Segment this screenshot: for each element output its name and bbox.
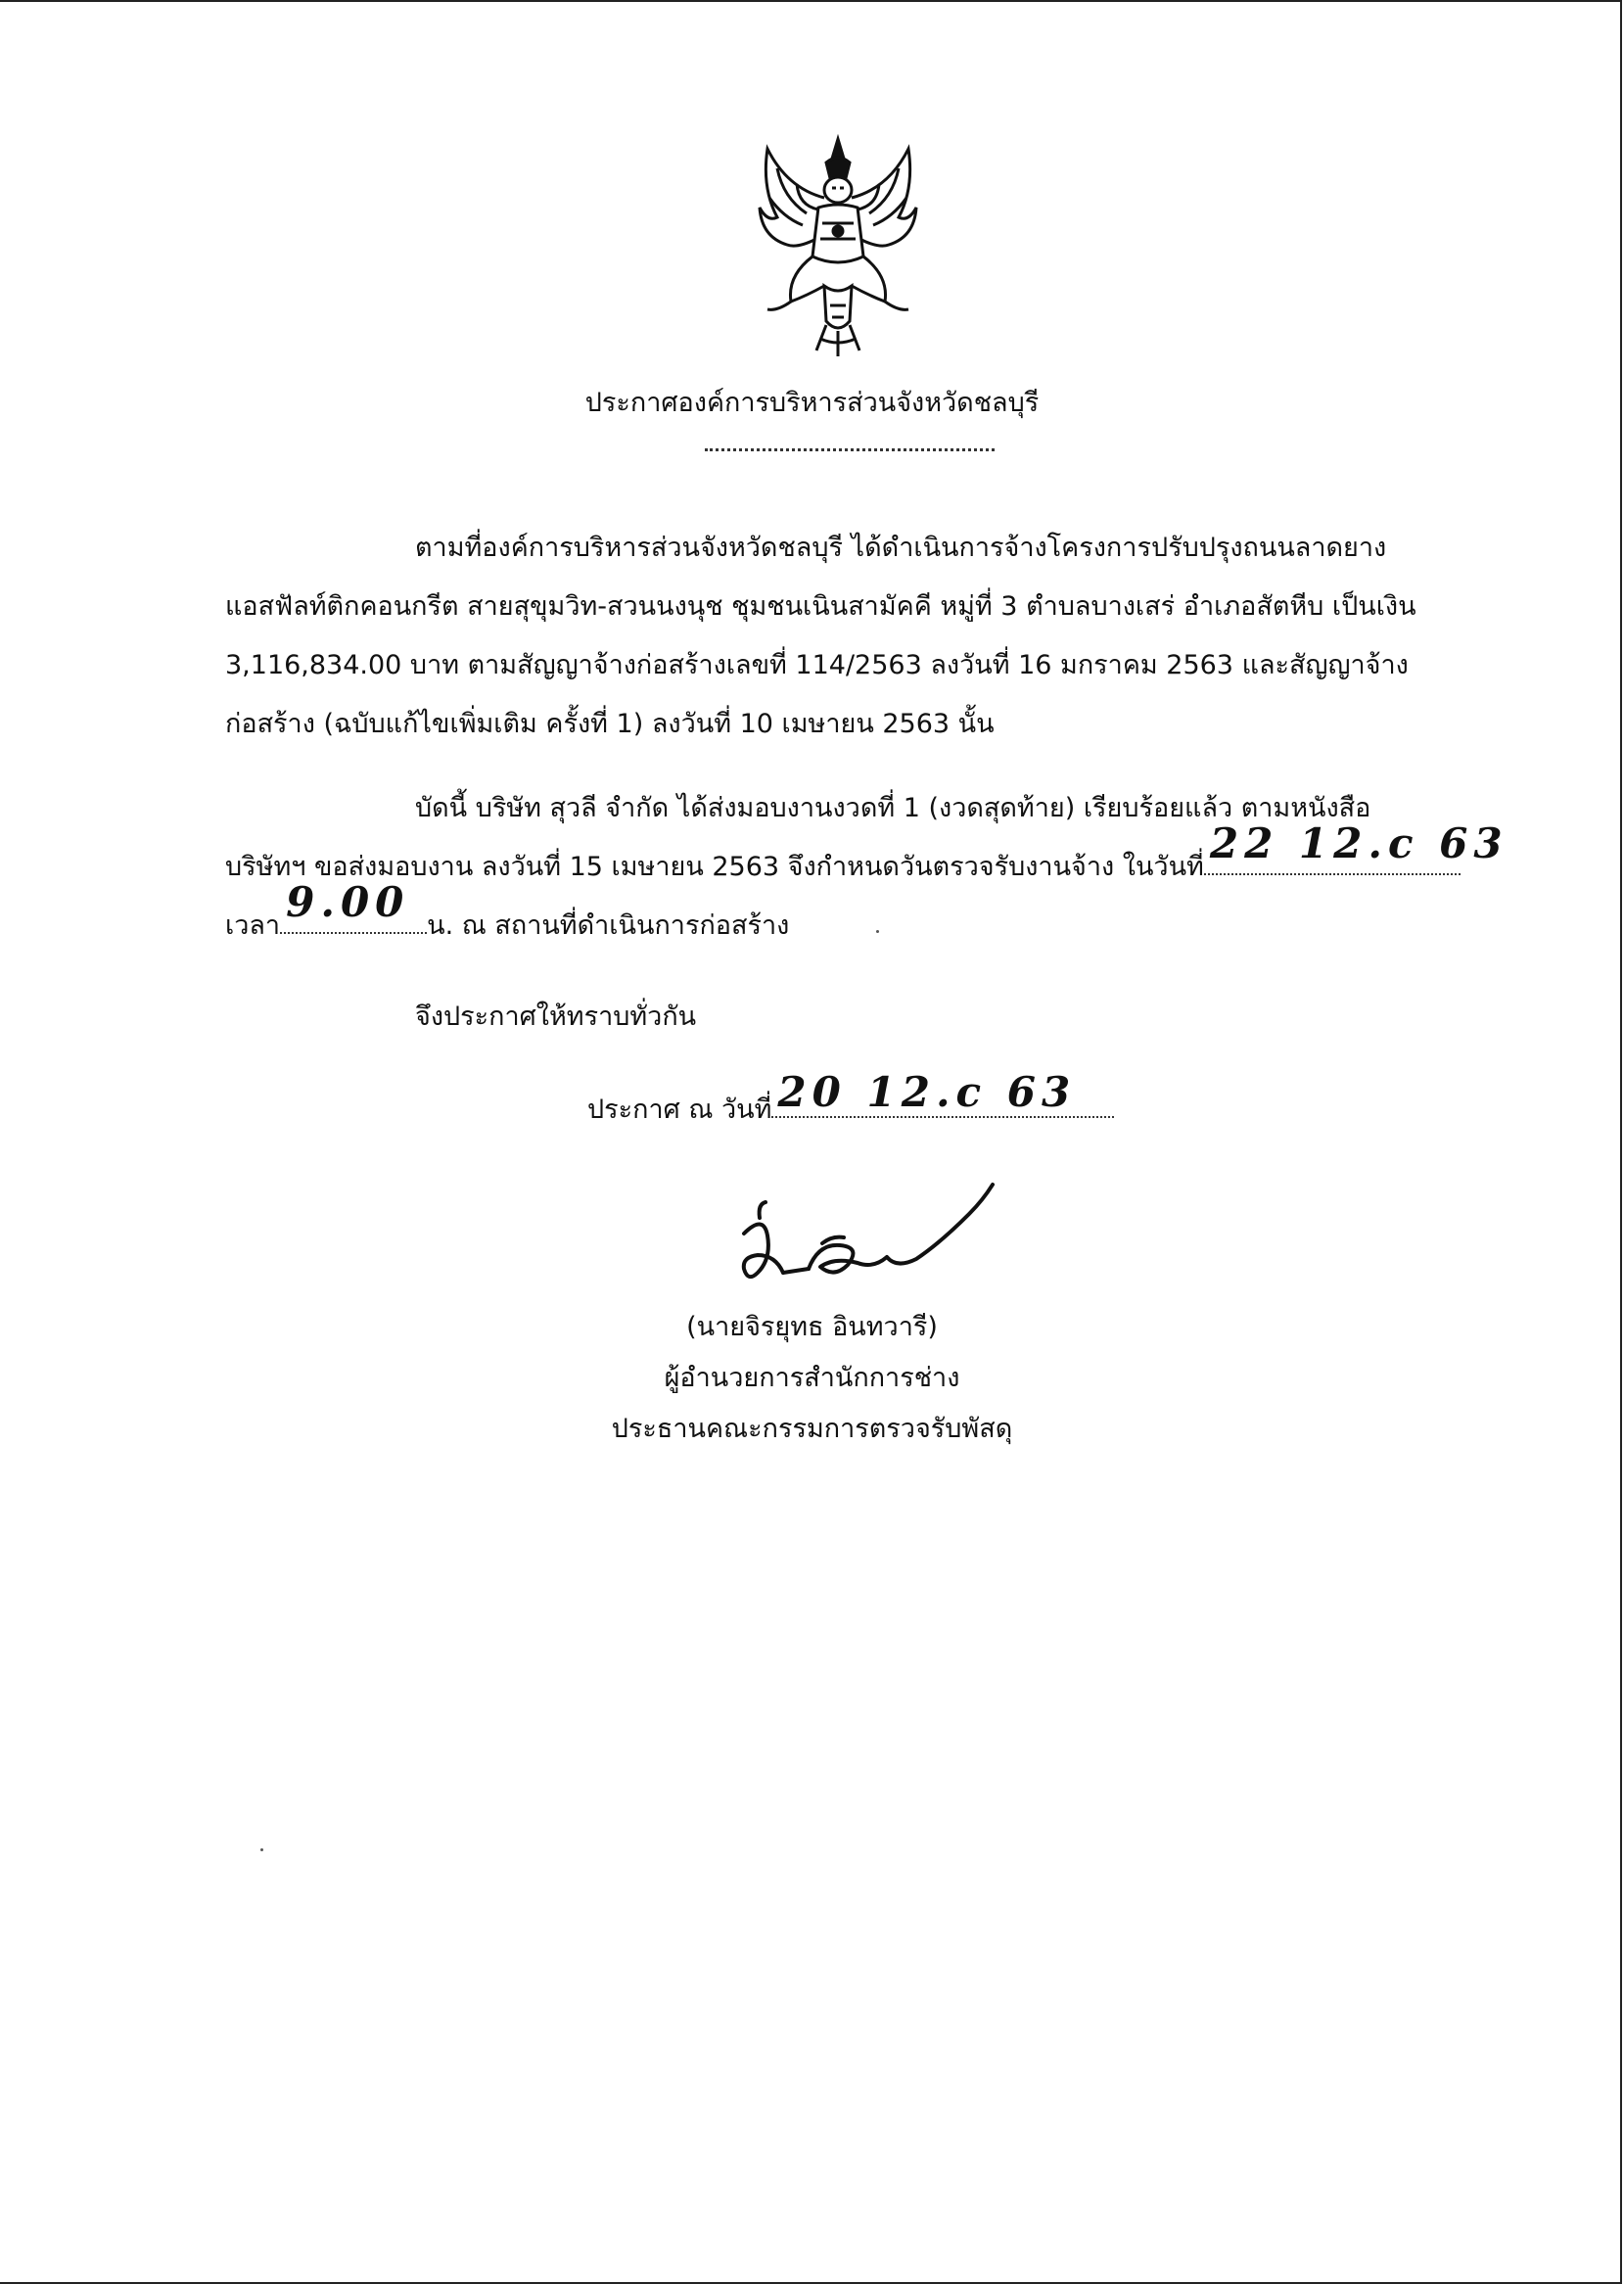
paragraph-line-inspection-date [225, 819, 1508, 897]
signatory-block [0, 1302, 1624, 1455]
inspection-date-field [1204, 819, 1508, 875]
signatory-position-director: ผู้อำนวยการสำนักการช่าง [664, 1363, 960, 1393]
scan-speck [876, 930, 879, 933]
announce-date-field [771, 1068, 1114, 1118]
announcement-title: ประกาศองค์การบริหารส่วนจังหวัดชลบุรี [584, 388, 1040, 418]
announce-date-label: ประกาศ ณ วันที่ [587, 1095, 772, 1125]
signatory-position-chair: ประธานคณะกรรมการตรวจรับพัสดุ [611, 1414, 1013, 1444]
signatory-name: (นายจิรยุทธ อินทวารี) [686, 1312, 938, 1342]
title-dotted-underline [705, 448, 995, 451]
inspection-time-handwritten: 9.00 [286, 878, 410, 926]
paragraph-contract-details [225, 519, 1496, 754]
inspection-date-label: บริษัทฯ ขอส่งมอบงาน ลงวันที่ 15 เมษายน 2563 จึงกำหนดวันตรวจรับงานจ้าง ในวันที่ [225, 852, 1204, 882]
announce-date-line [587, 1068, 1114, 1130]
paragraph-line-inspection-time [225, 878, 1496, 956]
paragraph-line: ก่อสร้าง (ฉบับแก้ไขเพิ่มเติม ครั้งที่ 1) ลงวันที่ 10 เมษายน 2563 นั้น [225, 709, 995, 739]
handwritten-signature [724, 1175, 1018, 1312]
paragraph-line: ตามที่องค์การบริหารส่วนจังหวัดชลบุรี ได้ดำเนินการจ้างโครงการปรับปรุงถนนลาดยาง [415, 533, 1387, 563]
paragraph-line: 3,116,834.00 บาท ตามสัญญาจ้างก่อสร้างเลขที่ 114/2563 ลงวันที่ 16 มกราคม 2563 และสัญญาจ้าง [225, 650, 1409, 680]
announce-date-handwritten: 20 12.c 63 [777, 1068, 1077, 1116]
paragraph-line: แอสฟัลท์ติกคอนกรีต สายสุขุมวิท-สวนนงนุช ชุมชนเนินสามัคคี หมู่ที่ 3 ตำบลบางเสร่ อำเภอสัตหีบ เป็นเงิน [225, 591, 1416, 622]
inspection-place-text: น. ณ สถานที่ดำเนินการก่อสร้าง [427, 910, 790, 941]
scan-speck [260, 1848, 263, 1851]
garuda-emblem-icon [748, 129, 928, 360]
inspection-time-field [280, 878, 427, 934]
inspection-time-label: เวลา [225, 910, 281, 941]
inspection-date-handwritten: 22 12.c 63 [1209, 819, 1508, 867]
paragraph-closing: จึงประกาศให้ทราบทั่วกัน [415, 1002, 697, 1032]
paragraph-delivery [225, 779, 1508, 956]
paragraph-line: บัดนี้ บริษัท สุวลี จำกัด ได้ส่งมอบงานงวดที่ 1 (งวดสุดท้าย) เรียบร้อยแล้ว ตามหนังสือ [415, 793, 1371, 823]
